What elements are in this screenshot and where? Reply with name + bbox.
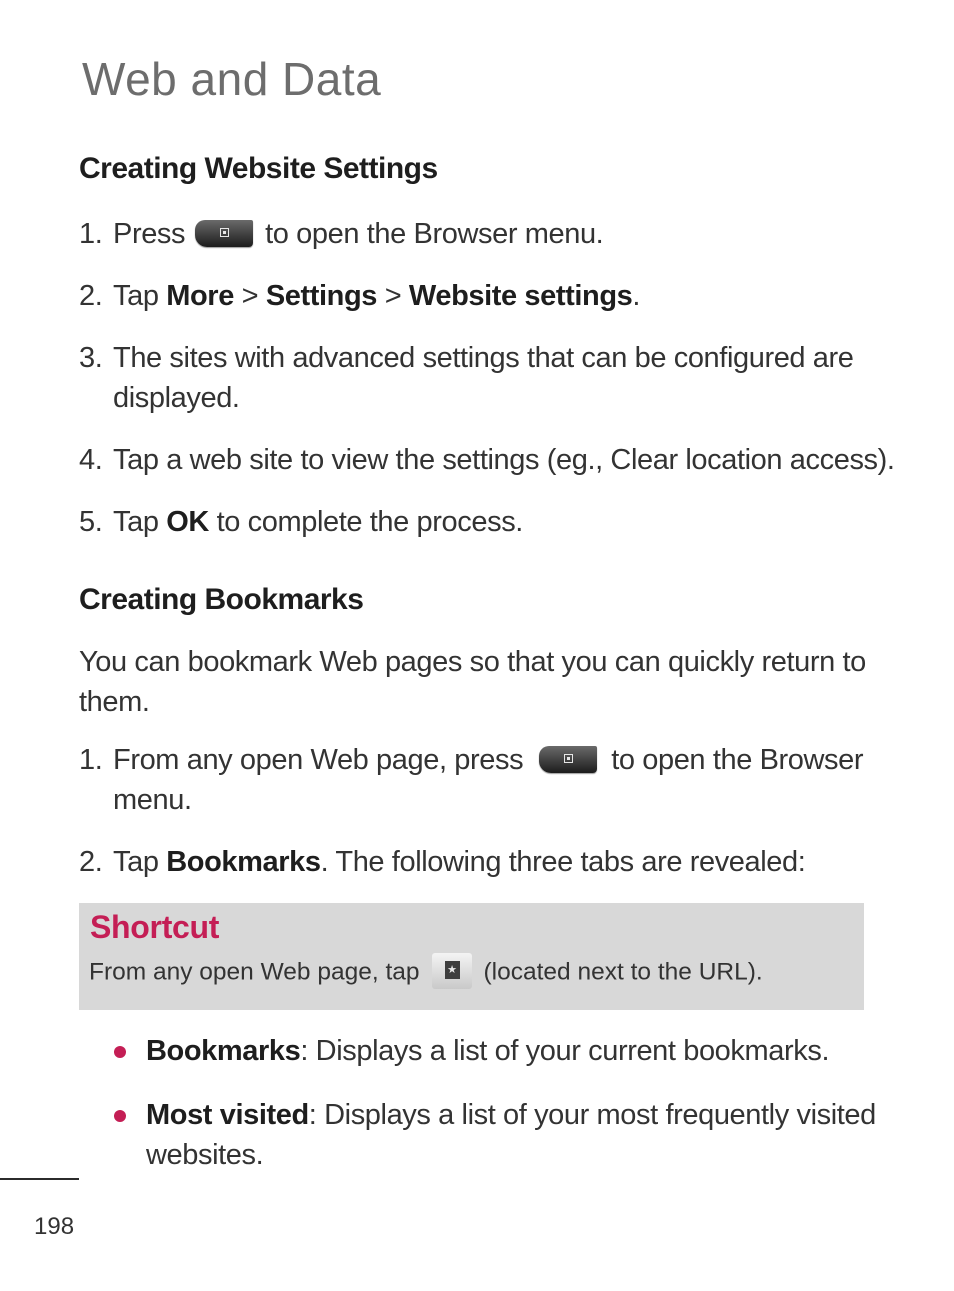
page-title: Web and Data [82,53,382,105]
step-text: Tap [113,506,159,538]
step-text: to open the Browser menu. [265,218,604,250]
bookmark-step-2 [79,842,889,882]
path-separator: > [241,280,259,312]
path-separator: > [384,280,402,312]
step-text: Press [113,218,186,250]
bullet-desc: : Displays a list of your current bookmarks. [300,1035,830,1067]
menu-path-more: More [166,280,234,312]
step-number: 1. [79,744,103,776]
bullet-desc: : Displays a list of your most frequently visited websites. [146,1099,876,1171]
step-number: 5. [79,506,103,538]
menu-path-settings: Settings [265,280,378,312]
menu-key-icon [539,746,597,773]
shortcut-box [79,903,864,1010]
section-heading-website-settings: Creating Website Settings [79,152,438,185]
bullet-dot [114,1046,126,1058]
step-text: . [632,280,641,312]
ok-label: OK [166,506,209,538]
step-2 [79,276,889,316]
bookmarks-label: Bookmarks [166,846,321,878]
step-text: Tap [113,846,159,878]
step-text: From any open Web page, press [113,744,524,776]
menu-path-website-settings: Website settings [408,280,633,312]
step-text: to complete the process. [216,506,523,538]
step-text: Tap [113,280,159,312]
menu-key-icon [195,220,253,247]
bullet-term: Bookmarks [146,1035,301,1067]
bookmarks-intro: You can bookmark Web pages so that you can quickly return to them. [79,646,866,718]
step-number: 2. [79,280,103,312]
step-text: . The following three tabs are revealed: [320,846,806,878]
section-heading-bookmarks: Creating Bookmarks [79,583,364,616]
bullet-term: Most visited [146,1099,309,1131]
step-number: 4. [79,444,103,476]
shortcut-text-post: (located next to the URL). [483,958,763,986]
step-number: 3. [79,342,103,374]
footer-rule [0,1178,79,1180]
shortcut-text-pre: From any open Web page, tap [89,958,420,986]
bullet-dot [114,1110,126,1122]
step-4 [79,440,895,480]
bullet-most-visited [112,1095,882,1175]
bullet-bookmarks [112,1031,882,1071]
step-text: The sites with advanced settings that can be configured are displayed. [113,342,854,414]
step-5 [79,502,889,542]
bookmark-icon: ★ [432,953,472,989]
shortcut-title: Shortcut [90,909,220,945]
step-number: 1. [79,218,103,250]
step-1 [79,214,889,254]
shortcut-text [89,955,763,991]
step-number: 2. [79,846,103,878]
bookmark-step-1 [79,740,889,820]
step-text: Tap a web site to view the settings (eg., Clear location access). [113,444,895,476]
step-text: to open the Browser menu. [113,744,864,816]
page-number: 198 [34,1213,75,1240]
step-3 [79,338,889,418]
